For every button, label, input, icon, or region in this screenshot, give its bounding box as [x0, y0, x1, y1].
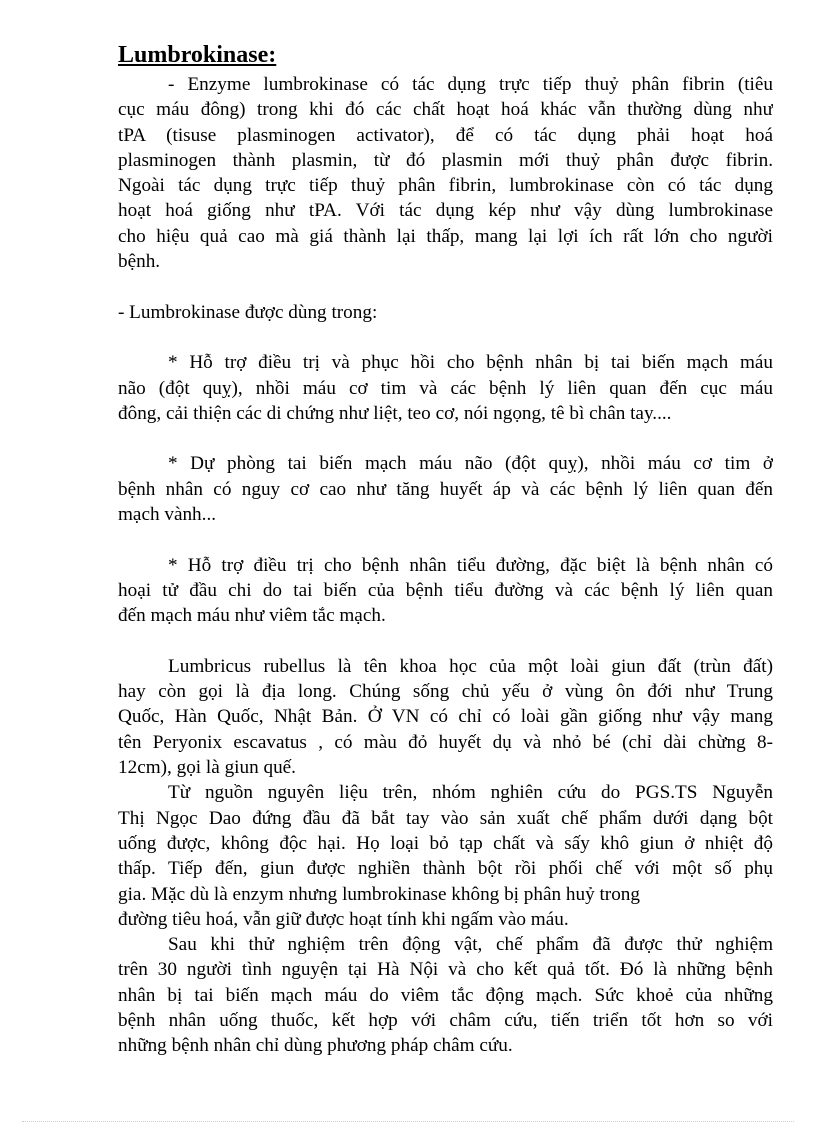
text-line: bệnh nhân có nguy cơ cao như tăng huyết áp và các bệnh lý liên quan đến [118, 478, 773, 500]
spacer [118, 527, 773, 552]
body-paragraph [118, 932, 773, 1058]
text-line: đông, cải thiện các di chứng như liệt, teo cơ, nói ngọng, tê bì chân tay.... [118, 402, 672, 424]
text-line: Quốc, Hàn Quốc, Nhật Bản. Ở VN có chỉ có loài gần giống như vậy mang [118, 706, 773, 728]
page-title: Lumbrokinase: [118, 42, 277, 68]
use-item [118, 451, 773, 527]
spacer [118, 629, 773, 654]
body-paragraph [118, 780, 773, 932]
text-line: Sau khi thử nghiệm trên động vật, chế phẩm đã được thử nghiệm [168, 934, 773, 956]
text-line: nhân bị tai biến mạch máu do viêm tắc động mạch. Sức khoẻ của những [118, 984, 773, 1006]
text-line: plasminogen thành plasmin, từ đó plasmin mới thuỷ phân được fibrin. [118, 149, 773, 171]
text-line: hoại tử đầu chi do tai biến của bệnh tiểu đường và các bệnh lý liên quan [118, 579, 773, 601]
text-line: 12cm), gọi là giun quế. [118, 757, 296, 779]
text-line: Từ nguồn nguyên liệu trên, nhóm nghiên cứu do PGS.TS Nguyễn [168, 782, 773, 804]
intro-paragraph [118, 72, 773, 274]
text-line: cho hiệu quả cao mà giá thành lại thấp, mang lại lợi ích rất lớn cho người [118, 225, 773, 247]
spacer [118, 426, 773, 451]
use-item [118, 350, 773, 426]
use-item [118, 553, 773, 629]
text-line: trên 30 người tình nguyện tại Hà Nội và cho kết quả tốt. Đó là những bệnh [118, 959, 773, 981]
text-line: mạch vành... [118, 504, 217, 526]
text-line: * Hỗ trợ điều trị cho bệnh nhân tiểu đường, đặc biệt là bệnh nhân có [168, 554, 773, 576]
text-line: bệnh nhân uống thuốc, kết hợp với châm cứu, tiến triển tốt hơn so với [118, 1009, 773, 1031]
text-line: * Hỗ trợ điều trị và phục hồi cho bệnh nhân bị tai biến mạch máu [168, 352, 773, 374]
uses-heading: - Lumbrokinase được dùng trong: [118, 301, 378, 323]
text-line: Ngoài tác dụng trực tiếp thuỷ phân fibrin, lumbrokinase còn có tác dụng [118, 175, 773, 197]
document-page [118, 38, 773, 1059]
text-line: tên Peryonix escavatus , có màu đỏ huyết dụ và nhỏ bé (chỉ dài chừng 8- [118, 731, 773, 753]
page-bottom-divider [22, 1121, 794, 1122]
text-line: hay còn gọi là địa long. Chúng sống chủ yếu ở vùng ôn đới như Trung [118, 681, 773, 703]
text-line: Lumbricus rubellus là tên khoa học của một loài giun đất (trùn đất) [168, 655, 773, 677]
text-line: - Enzyme lumbrokinase có tác dụng trực tiếp thuỷ phân fibrin (tiêu [168, 74, 773, 95]
text-line: cục máu đông) trong khi đó các chất hoạt hoá khác vẫn thường dùng như [118, 99, 773, 121]
text-line: gia. Mặc dù là enzym nhưng lumbrokinase không bị phân huỷ trong [118, 883, 640, 905]
text-line: Thị Ngọc Dao đứng đầu đã bắt tay vào sản xuất chế phẩm dưới dạng bột [118, 807, 773, 829]
text-line: * Dự phòng tai biến mạch máu não (đột quỵ), nhồi máu cơ tim ở [168, 453, 773, 475]
text-line: thấp. Tiếp đến, giun được nghiền thành bột rồi phối chế với một số phụ [118, 858, 773, 880]
spacer [118, 325, 773, 350]
text-line: uống được, không độc hại. Họ loại bỏ tạp chất và sấy khô giun ở nhiệt độ [118, 832, 773, 854]
text-line: những bệnh nhân chỉ dùng phương pháp châm cứu. [118, 1035, 513, 1057]
text-line: đường tiêu hoá, vẫn giữ được hoạt tính khi ngấm vào máu. [118, 908, 569, 930]
text-line: não (đột quỵ), nhồi máu cơ tim và các bệnh lý liên quan đến cục máu [118, 377, 773, 399]
text-line: bệnh. [118, 251, 161, 273]
text-line: hoạt hoá giống như tPA. Với tác dụng kép như vậy dùng lumbrokinase [118, 200, 773, 222]
text-line: tPA (tisuse plasminogen activator), để có tác dụng phải hoạt hoá [118, 124, 773, 146]
text-line: đến mạch máu như viêm tắc mạch. [118, 605, 386, 627]
body-paragraph [118, 654, 773, 780]
spacer [118, 274, 773, 299]
